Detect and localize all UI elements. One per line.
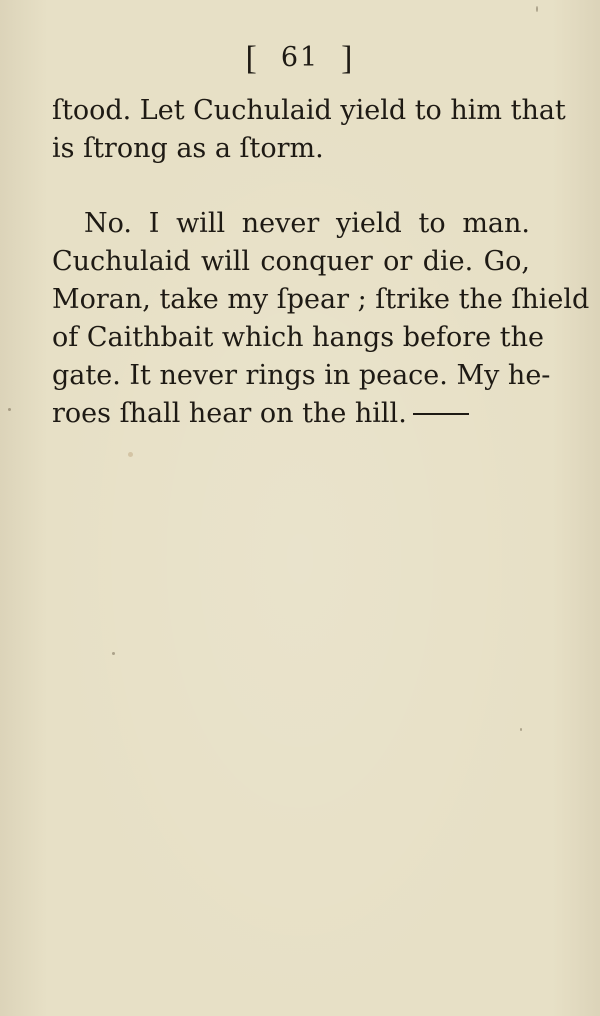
text-line: is ſtrong as a ſtorm. <box>52 133 324 164</box>
open-bracket: [ <box>245 40 259 77</box>
paper-speck <box>128 452 133 457</box>
text-line: No. I will never yield to man. <box>84 208 530 239</box>
text-line: ſtood. Let Cuchulaid yield to him that <box>52 95 566 126</box>
paper-speck <box>536 6 538 12</box>
running-head <box>0 42 600 76</box>
paper-speck <box>520 728 522 731</box>
closing-dash-rule <box>413 413 469 415</box>
paragraph-speech <box>52 205 590 433</box>
paragraph-continuation <box>52 92 566 168</box>
paper-speck <box>8 408 11 411</box>
text-line: Moran, take my ſpear ; ſtrike the ſhield <box>52 284 590 315</box>
text-line: of Caithbait which hangs before the <box>52 322 544 353</box>
text-line-with-rule <box>52 395 530 433</box>
paper-speck <box>112 652 115 655</box>
text-line: Cuchulaid will conquer or die. Go, <box>52 246 530 277</box>
page-number: 61 <box>280 42 320 73</box>
text-line: roes ſhall hear on the hill. <box>52 398 407 429</box>
close-bracket: ] <box>341 40 355 77</box>
text-line: gate. It never rings in peace. My he- <box>52 360 551 391</box>
